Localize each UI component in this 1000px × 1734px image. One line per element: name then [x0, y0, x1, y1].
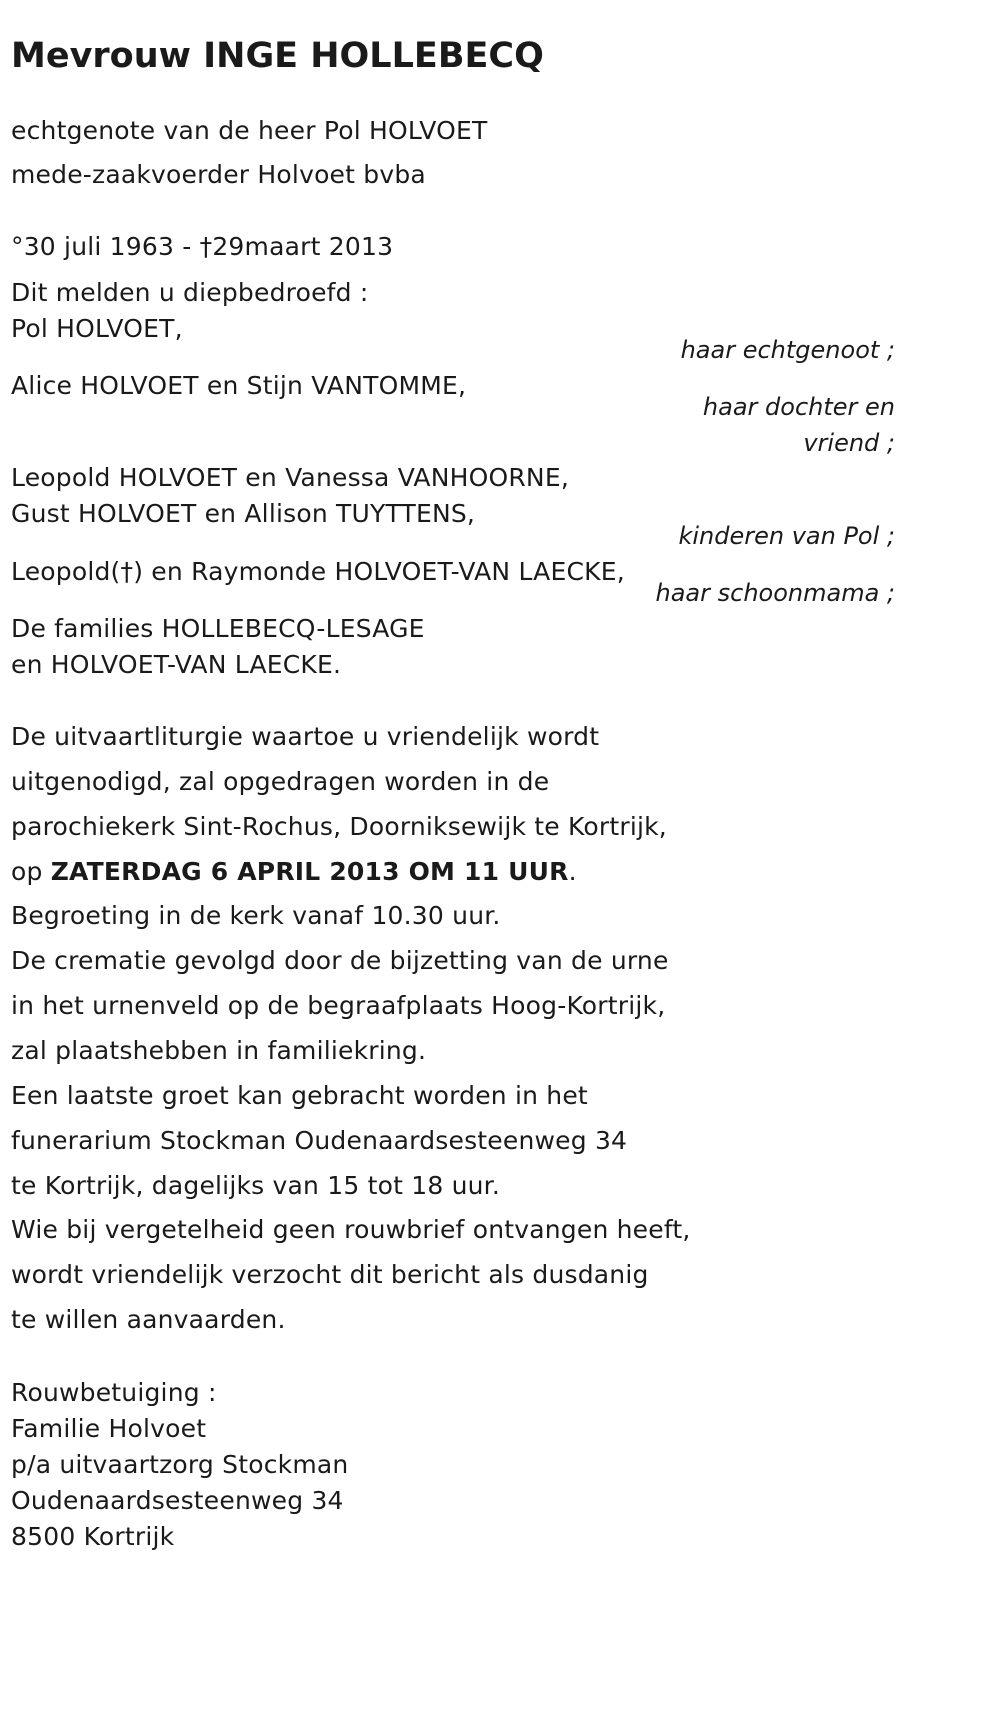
- family-relation-children: kinderen van Pol ;: [678, 522, 895, 550]
- family-name-children-1: Leopold HOLVOET en Vanessa VANHOORNE,: [11, 463, 569, 492]
- service-line-11: te Kortrijk, dagelijks van 15 tot 18 uur.: [11, 1171, 501, 1200]
- service-date-bold: ZATERDAG 6 APRIL 2013 OM 11 UUR: [50, 857, 569, 886]
- family-name-daughter: Alice HOLVOET en Stijn VANTOMME,: [11, 371, 467, 400]
- family-relation-spouse: haar echtgenoot ;: [680, 336, 895, 364]
- service-line-5: Begroeting in de kerk vanaf 10.30 uur.: [11, 901, 501, 930]
- condolence-line-3: Oudenaardsesteenweg 34: [11, 1486, 344, 1515]
- intro-occupation: mede-zaakvoerder Holvoet bvba: [11, 160, 426, 189]
- service-date-suffix: .: [568, 857, 577, 886]
- condolence-line-1: Familie Holvoet: [11, 1414, 207, 1443]
- service-line-12: Wie bij vergetelheid geen rouwbrief ontvangen heeft,: [11, 1215, 691, 1244]
- service-line-6: De crematie gevolgd door de bijzetting van de urne: [11, 946, 669, 975]
- service-line-2: uitgenodigd, zal opgedragen worden in de: [11, 767, 550, 796]
- service-line-10: funerarium Stockman Oudenaardsesteenweg 34: [11, 1126, 628, 1155]
- condolence-label: Rouwbetuiging :: [11, 1378, 217, 1407]
- service-line-7: in het urnenveld op de begraafplaats Hoog-Kortrijk,: [11, 991, 666, 1020]
- service-line-9: Een laatste groet kan gebracht worden in het: [11, 1081, 588, 1110]
- family-relation-daughter-1: haar dochter en: [702, 393, 895, 421]
- family-relation-mother-in-law: haar schoonmama ;: [655, 579, 895, 607]
- families-line-1: De families HOLLEBECQ-LESAGE: [11, 614, 425, 643]
- service-line-3: parochiekerk Sint-Rochus, Doorniksewijk te Kortrijk,: [11, 812, 667, 841]
- condolence-line-2: p/a uitvaartzorg Stockman: [11, 1450, 349, 1479]
- service-line-14: te willen aanvaarden.: [11, 1305, 286, 1334]
- page-title: Mevrouw INGE HOLLEBECQ: [11, 36, 544, 76]
- condolence-line-4: 8500 Kortrijk: [11, 1522, 175, 1551]
- announcement: Dit melden u diepbedroefd :: [11, 278, 369, 307]
- family-name-spouse: Pol HOLVOET,: [11, 314, 183, 343]
- family-name-children-2: Gust HOLVOET en Allison TUYTTENS,: [11, 499, 476, 528]
- service-line-8: zal plaatshebben in familiekring.: [11, 1036, 427, 1065]
- service-date-line: [11, 857, 577, 887]
- service-line-13: wordt vriendelijk verzocht dit bericht als dusdanig: [11, 1260, 649, 1289]
- service-date-prefix: op: [11, 857, 51, 886]
- families-line-2: en HOLVOET-VAN LAECKE.: [11, 650, 342, 679]
- family-name-mother-in-law: Leopold(†) en Raymonde HOLVOET-VAN LAECKE,: [11, 557, 625, 586]
- service-line-1: De uitvaartliturgie waartoe u vriendelijk wordt: [11, 722, 600, 751]
- family-relation-daughter-2: vriend ;: [803, 429, 895, 457]
- life-dates: °30 juli 1963 - †29maart 2013: [11, 232, 394, 261]
- intro-spouse: echtgenote van de heer Pol HOLVOET: [11, 116, 488, 145]
